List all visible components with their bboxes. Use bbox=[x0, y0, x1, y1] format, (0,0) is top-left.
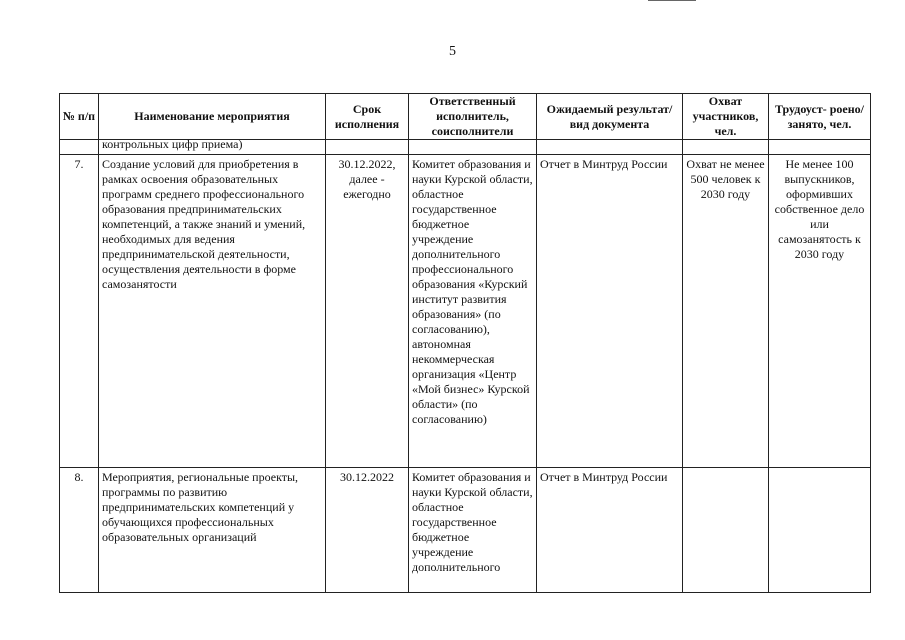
cell-result bbox=[537, 140, 683, 155]
cell-employed bbox=[769, 140, 871, 155]
page-number: 5 bbox=[449, 44, 456, 59]
cell-executor: Комитет образования и науки Курской области, областное государственное бюджетное учреждение дополнительного bbox=[409, 468, 537, 593]
cell-num: 8. bbox=[60, 468, 99, 593]
scan-edge-mark bbox=[648, 0, 696, 1]
cell-num: 7. bbox=[60, 155, 99, 468]
cell-executor: Комитет образования и науки Курской области, областное государственное бюджетное учреждение дополнительного профессионального образования «Курский институт развития образования» (по согласованию), автономная некоммерческая организация «Центр «Мой бизнес» Курской области» (по согласованию) bbox=[409, 155, 537, 468]
cell-name: Создание условий для приобретения в рамках освоения образовательных программ среднего профессионального образования предпринимательских компетенций, а также знаний и умений, необходимых для ведения предпринимательской деятельности, осуществления деятельности в форме самозанятости bbox=[99, 155, 326, 468]
cell-employed: Не менее 100 выпускников, оформивших собственное дело или самозанятость к 2030 году bbox=[769, 155, 871, 468]
cell-coverage bbox=[683, 140, 769, 155]
cell-name-text: контрольных цифр приема) bbox=[102, 137, 243, 151]
table-row bbox=[60, 155, 871, 468]
cell-employed bbox=[769, 468, 871, 593]
header-deadline: Срок исполнения bbox=[326, 94, 409, 140]
action-plan-table bbox=[59, 93, 871, 593]
table-row bbox=[60, 468, 871, 593]
cell-executor bbox=[409, 140, 537, 155]
table-row-continuation bbox=[60, 140, 871, 155]
header-employed: Трудоуст- роено/занято, чел. bbox=[769, 94, 871, 140]
cell-deadline: 30.12.2022, далее - ежегодно bbox=[326, 155, 409, 468]
cell-num bbox=[60, 140, 99, 155]
table-header-row bbox=[60, 94, 871, 140]
cell-deadline bbox=[326, 140, 409, 155]
cell-result: Отчет в Минтруд России bbox=[537, 468, 683, 593]
cell-deadline: 30.12.2022 bbox=[326, 468, 409, 593]
header-num: № п/п bbox=[60, 94, 99, 140]
cell-coverage bbox=[683, 468, 769, 593]
header-executor: Ответственный исполнитель, соисполнители bbox=[409, 94, 537, 140]
header-coverage: Охват участников, чел. bbox=[683, 94, 769, 140]
header-result: Ожидаемый результат/вид документа bbox=[537, 94, 683, 140]
cell-coverage: Охват не менее 500 человек к 2030 году bbox=[683, 155, 769, 468]
cell-name: Мероприятия, региональные проекты, программы по развитию предпринимательских компетенций у обучающихся профессиональных образовательных организаций bbox=[99, 468, 326, 593]
cell-name bbox=[99, 137, 326, 155]
header-name: Наименование мероприятия bbox=[99, 94, 326, 140]
cell-result: Отчет в Минтруд России bbox=[537, 155, 683, 468]
